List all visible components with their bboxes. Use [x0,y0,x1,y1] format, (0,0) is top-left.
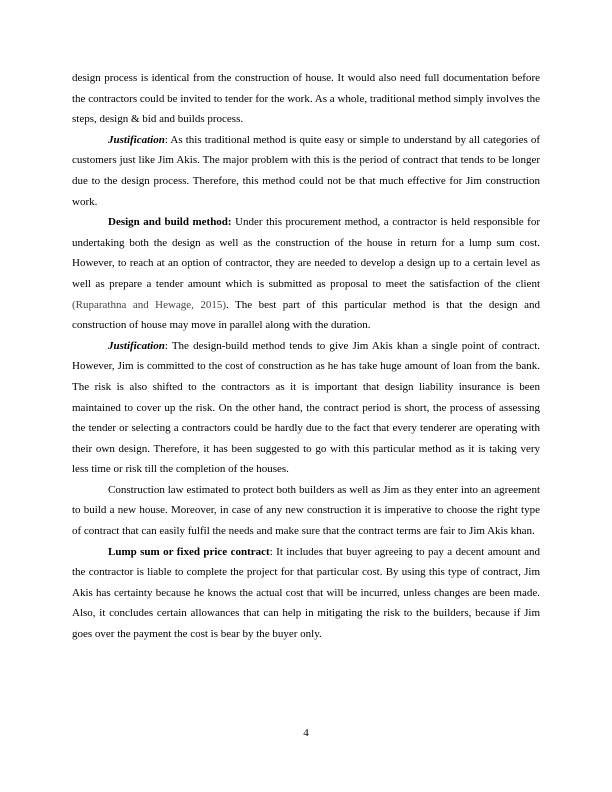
paragraph-traditional-method-continued [72,68,540,130]
justification-heading: Justification [108,339,165,352]
paragraph-text: . The best part of this particular method is that the design and construction of house may move in parallel along with the duration. [72,298,540,332]
paragraph-text: Under this procurement method, a contractor is held responsible for undertaking both the design as well as the construction of the house in return for a lump sum cost. However, to reach at an option of contractor, they are needed to develop a design up to a certain level as well as prepare a tender amount which is submitted as proposal to meet the satisfaction of the client [72,216,540,290]
paragraph-design-and-build [72,212,540,336]
justification-heading: Justification [108,133,165,146]
paragraph-text: : The design-build method tends to give Jim Akis khan a single point of contract. However, Jim is committed to the cost of construction as he has take huge amount of loan from the bank. The risk is also shifted to the contractors as it is important that design liability insurance is been maintained to cover up the risk. On the other hand, the contract period is short, the process of assessing the tender or selecting a contractors could be hardly due to the fact that every tenderer are operating with their own design. Therefore, it has been suggested to go with this particular method as it is taking very less time or risk till the completion of the houses. [72,339,540,476]
paragraph-text: : As this traditional method is quite easy or simple to understand by all categories of customers just like Jim Akis. The major problem with this is the period of contract that tends to be longer due to the design process. Therefore, this method could not be that much effective for Jim construction work. [72,133,540,208]
paragraph-text: Construction law estimated to protect both builders as well as Jim as they enter into an agreement to build a new house. Moreover, in case of any new construction it is imperative to choose the right type of contract that can easily fulfil the needs and make sure that the contract terms are fair to Jim Akis khan. [72,483,540,538]
paragraph-construction-law [72,480,540,542]
paragraph-text: : It includes that buyer agreeing to pay a decent amount and the contractor is liable to complete the project for that particular cost. By using this type of contract, Jim Akis has certainty because he knows the actual cost that will be incurred, unless changes are been made. Also, it concludes certain allowances that can help in mitigating the risk to the builders, because if Jim goes over the payment the cost is bear by the buyer only. [72,545,540,641]
design-and-build-heading: Design and build method: [108,216,232,229]
paragraph-justification-traditional [72,130,540,212]
page-number: 4 [303,727,309,739]
lump-sum-heading: Lump sum or fixed price contract [108,545,270,558]
paragraph-text: design process is identical from the construction of house. It would also need full documentation before the contractors could be invited to tender for the work. As a whole, traditional method simply involves the steps, design & bid and builds process. [72,72,540,126]
document-page [72,68,540,645]
citation: (Ruparathna and Hewage, 2015) [72,298,227,311]
paragraph-lump-sum-contract [72,542,540,645]
paragraph-justification-design-build [72,336,540,480]
